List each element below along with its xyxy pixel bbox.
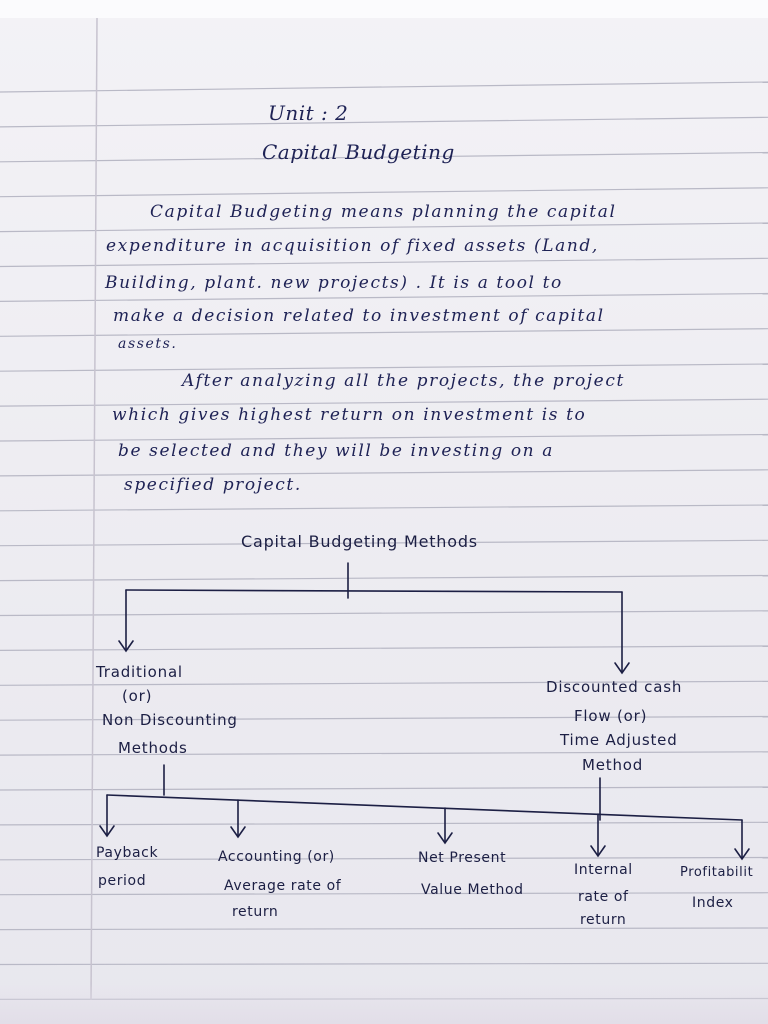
leaf-label-line: Payback xyxy=(96,845,159,861)
paragraph-line: assets. xyxy=(118,336,178,352)
ruled-line xyxy=(0,963,768,964)
paragraph-line: Building, plant. new projects) . It is a tool to xyxy=(105,273,563,293)
ruled-line xyxy=(0,188,768,197)
leaf-label-line: Accounting (or) xyxy=(218,849,335,865)
paragraph-line: expenditure in acquisition of fixed assets (Land, xyxy=(106,236,599,256)
ruled-line xyxy=(0,470,768,476)
ruled-line xyxy=(0,294,768,302)
traditional-label-line: Methods xyxy=(118,739,188,757)
discounted-label-line: Discounted cash xyxy=(546,678,683,696)
leaf-label-line: Average rate of xyxy=(224,878,342,894)
leaf-label-line: Internal xyxy=(574,862,633,878)
leaf-label-line: Index xyxy=(692,895,734,911)
ruled-line xyxy=(0,258,768,266)
ruled-line xyxy=(0,611,768,616)
paragraph-line: be selected and they will be investing on a xyxy=(118,441,554,461)
leaf-label-line: return xyxy=(580,912,627,928)
root-node-label: Capital Budgeting Methods xyxy=(241,532,478,551)
leaf-label-line: Profitabilit xyxy=(680,865,754,880)
ruled-line xyxy=(0,505,768,511)
leaf-label-line: Net Present xyxy=(418,850,507,866)
unit-heading: Unit : 2 xyxy=(268,101,349,125)
ruled-line xyxy=(0,82,768,92)
paragraph-line: which gives highest return on investment is to xyxy=(112,405,587,425)
paragraph-line: specified project. xyxy=(124,475,302,495)
ruled-line xyxy=(0,822,768,825)
leaf-label-line: rate of xyxy=(578,889,629,905)
ruled-line xyxy=(0,928,768,930)
page-title: Capital Budgeting xyxy=(262,140,455,164)
leaf-label-line: return xyxy=(232,904,279,920)
paragraph-line: Capital Budgeting means planning the capital xyxy=(150,202,617,222)
paragraph-line: After analyzing all the projects, the project xyxy=(182,371,625,391)
ruled-line xyxy=(0,576,768,581)
ruled-line xyxy=(0,752,768,755)
traditional-label-line: Traditional xyxy=(96,663,183,681)
leaf-label-line: Value Method xyxy=(421,882,524,898)
page-bottom-shadow xyxy=(0,984,768,1024)
ruled-line xyxy=(0,646,768,650)
ruled-line xyxy=(0,787,768,790)
leaf-label-line: period xyxy=(98,873,147,889)
ruled-line xyxy=(0,893,768,895)
ruled-line xyxy=(0,223,768,232)
discounted-label-line: Time Adjusted xyxy=(560,731,678,749)
discounted-label-line: Method xyxy=(582,756,644,774)
ruled-line xyxy=(0,117,768,127)
paragraph-line: make a decision related to investment of capital xyxy=(113,306,605,326)
ruled-line xyxy=(0,329,768,337)
traditional-label-line: (or) xyxy=(122,687,153,705)
traditional-label-line: Non Discounting xyxy=(102,711,238,729)
discounted-label-line: Flow (or) xyxy=(574,707,648,725)
